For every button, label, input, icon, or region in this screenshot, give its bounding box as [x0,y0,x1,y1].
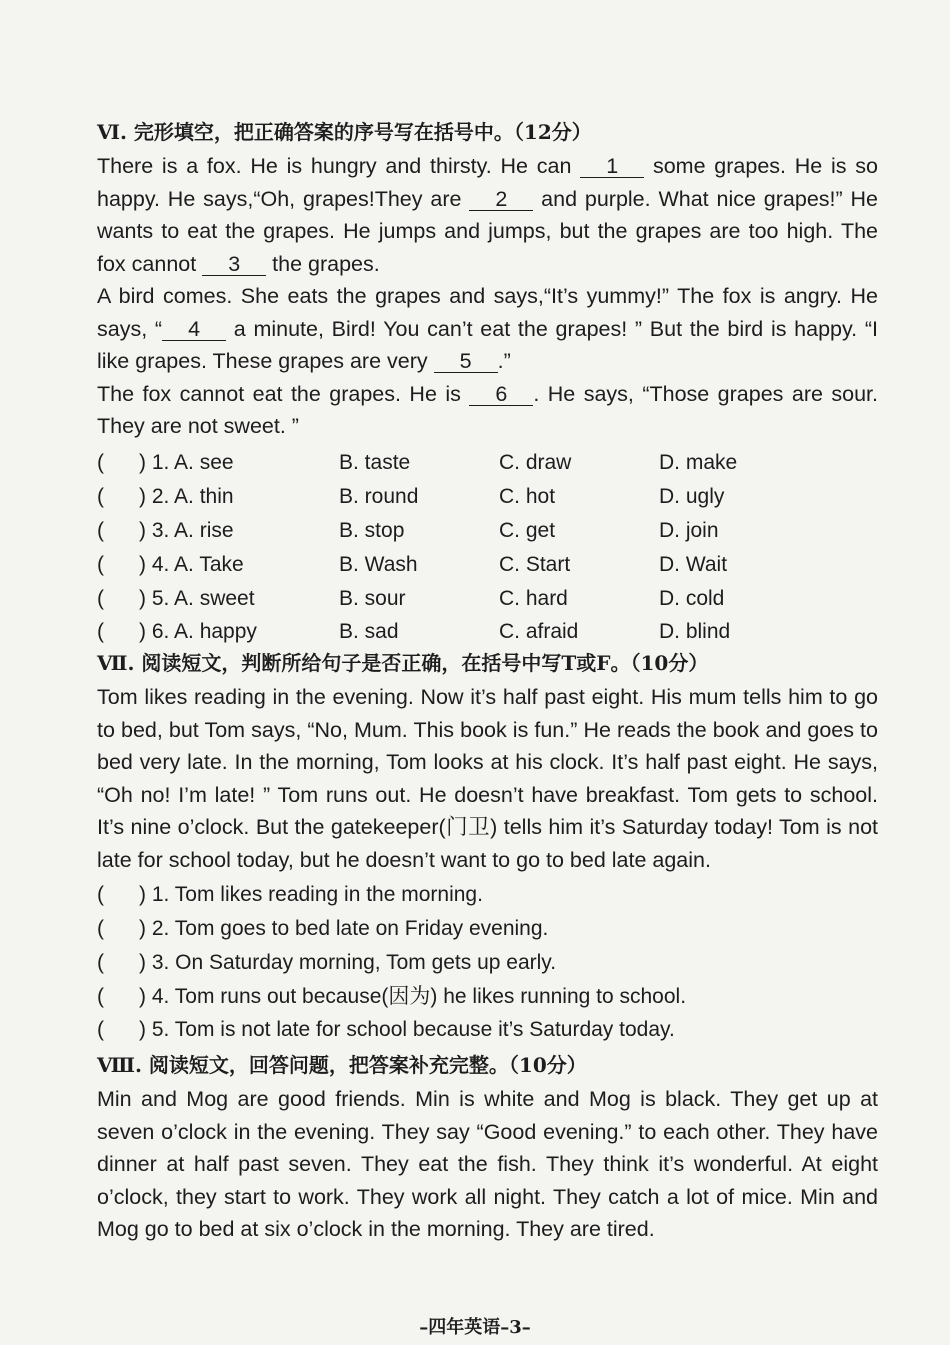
passage-text: A bird comes. She eats the grapes and says,“It’s yummy!” The fox is angry. He says, “ [97,284,878,341]
tf-statement [97,912,878,946]
question-number-option-a: 6. A. happy [146,620,257,644]
answer-blank[interactable]: 5 [434,350,498,373]
question-number-option-a: 4. A. Take [146,552,244,576]
option-b: B. taste [339,451,411,475]
question-number-option-a: 5. A. sweet [146,586,255,610]
option-c: C. hot [499,485,556,509]
passage-text: . He says, “Those grapes are sour. They are not sweet. ” [97,381,878,438]
question-row [97,480,737,514]
section7-statement-list [97,878,878,1047]
option-a [139,447,339,481]
paren-close: ) [139,451,146,475]
answer-blank[interactable]: 2 [469,188,533,211]
tf-statement [97,980,878,1014]
section7-passage: Tom likes reading in the evening. Now it’s half past eight. His mum tells him to go to bed, but Tom says, “No, Mum. This book is fun.” He reads the book and goes to bed very late. In the morning, Tom looks at his clock. It’s half past eight. He says, “Oh no! I’m late! ” Tom runs out. He doesn’t have breakfast. Tom gets to school. It’s nine o’clock. But the gatekeeper(门卫) tells him it’s Saturday today! Tom is not late for school today, but he doesn’t want to go to bed late again. [97,685,878,872]
option-d: D. blind [659,620,731,644]
paren-close: ) [139,552,146,576]
answer-paren[interactable]: ( [97,984,104,1008]
statement-text: ) 3. On Saturday morning, Tom gets up early. [139,950,557,974]
passage-text: some grapes. He is so happy. He says,“Oh, grapes!They are [97,154,879,211]
section7-title: Ⅶ. 阅读短文，判断所给句子是否正确，在括号中写T或F。（10分） [97,651,709,676]
passage-text: the grapes. [266,251,380,276]
paren-close: ) [139,518,146,542]
question-row [97,548,737,582]
statement-text: ) 4. Tom runs out because(因为) he likes running to school. [139,984,687,1008]
answer-paren[interactable]: ( [97,586,104,610]
question-row [97,582,737,616]
answer-paren[interactable]: ( [97,451,104,475]
option-d: D. join [659,518,719,542]
question-row [97,615,737,649]
answer-paren[interactable]: ( [97,917,104,941]
answer-blank[interactable]: 4 [162,318,226,341]
option-a [139,582,339,616]
option-d: D. Wait [659,552,728,576]
question-row [97,514,737,548]
paren-close: ) [139,485,146,509]
question-number-option-a: 1. A. see [146,451,234,475]
option-d: D. ugly [659,485,725,509]
option-b: B. round [339,485,419,509]
section8-passage: Min and Mog are good friends. Min is white and Mog is black. They get up at seven o’clock in the evening. They say “Good evening.” to each other. They have dinner at half past seven. They eat the fish. They think it’s wonderful. At eight o’clock, they start to work. They work all night. They catch a lot of mice. Min and Mog go to bed at six o’clock in the morning. They are tired. [97,1087,878,1242]
statement-text: ) 2. Tom goes to bed late on Friday evening. [139,917,549,941]
section6-question-table [97,447,737,650]
passage-text: There is a fox. He is hungry and thirsty. He can [97,154,581,178]
option-a [139,548,339,582]
option-a [139,514,339,548]
answer-paren[interactable]: ( [97,883,104,907]
option-a [139,480,339,514]
paren-close: ) [139,586,146,610]
option-c: C. get [499,518,556,542]
answer-paren[interactable]: ( [97,1018,104,1042]
option-c: C. hard [499,586,568,610]
passage-text: a minute, Bird! You can’t eat the grapes! ” But the bird is happy. “I like grapes. These grapes are very [97,316,878,373]
passage-text: .” [497,349,511,373]
answer-blank[interactable]: 3 [202,253,266,276]
tf-statement [97,878,878,912]
option-b: B. stop [339,518,405,542]
question-row [97,447,737,481]
question-number-option-a: 3. A. rise [146,518,234,542]
answer-paren[interactable]: ( [97,950,104,974]
option-b: B. sad [339,620,399,644]
tf-statement [97,1013,878,1047]
answer-paren[interactable]: ( [97,518,104,542]
option-b: B. Wash [339,552,418,576]
option-c: C. Start [499,552,571,576]
answer-blank[interactable]: 6 [469,383,533,406]
option-c: C. draw [499,451,572,475]
section8-title: Ⅷ. 阅读短文，回答问题，把答案补充完整。（10分） [97,1053,587,1078]
section6-passage [97,150,878,443]
answer-paren[interactable]: ( [97,552,104,576]
tf-statement [97,946,878,980]
answer-blank[interactable]: 1 [580,155,644,178]
option-d: D. cold [659,586,725,610]
option-b: B. sour [339,586,406,610]
statement-text: ) 1. Tom likes reading in the morning. [139,883,483,907]
answer-paren[interactable]: ( [97,485,104,509]
option-c: C. afraid [499,620,579,644]
option-d: D. make [659,451,738,475]
option-a [139,615,339,649]
passage-text: and purple. What nice grapes!” He wants to eat the grapes. He jumps and jumps, but the grapes are too high. The fox cannot [97,186,879,276]
statement-text: ) 5. Tom is not late for school because it’s Saturday today. [139,1018,675,1042]
page-footer: –四年英语–3– [419,1317,531,1338]
question-number-option-a: 2. A. thin [146,485,234,509]
paren-close: ) [139,620,146,644]
section6-title: Ⅵ. 完形填空，把正确答案的序号写在括号中。（12分） [97,120,592,144]
passage-text: The fox cannot eat the grapes. He is [97,381,470,406]
answer-paren[interactable]: ( [97,620,104,644]
